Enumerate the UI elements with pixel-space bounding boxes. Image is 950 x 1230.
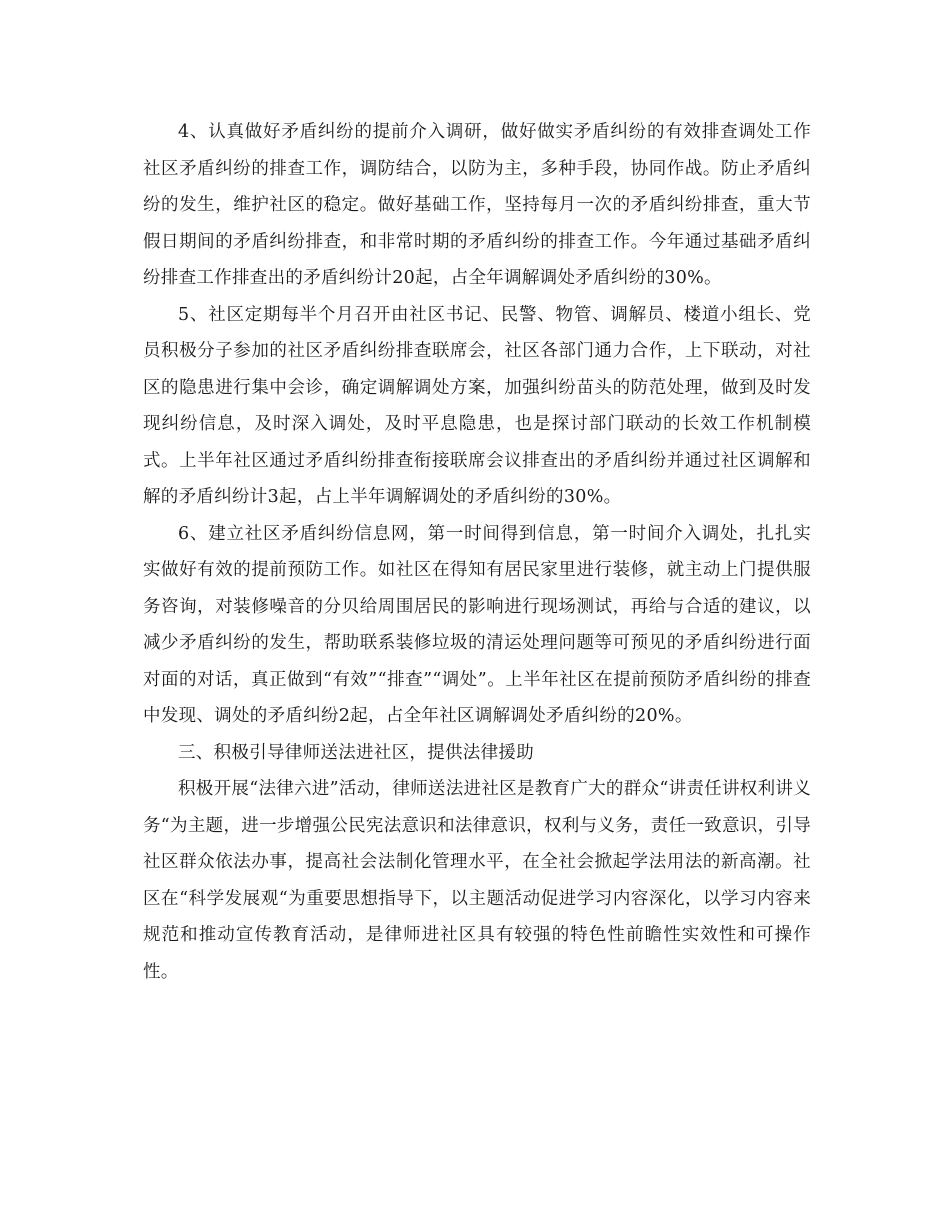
document-body [143, 114, 811, 990]
paragraph-legal-aid: 积极开展“法律六进”活动，律师送法进社区是教育广大的群众“讲责任讲权利讲义务“为主题，进一步增强公民宪法意识和法律意识，权利与义务，责任一致意识，引导社区群众依法办事，提高社会法制化管理水平，在全社会掀起学法用法的新高潮。社区在“科学发展观“为重要思想指导下，以主题活动促进学习内容深化，以学习内容来规范和推动宣传教育活动，是律师进社区具有较强的特色性前瞻性实效性和可操作性。 [143, 779, 811, 982]
paragraph-item-6: 6、建立社区矛盾纠纷信息网，第一时间得到信息，第一时间介入调处，扎扎实实做好有效的提前预防工作。如社区在得知有居民家里进行装修，就主动上门提供服务咨询，对装修噪音的分贝给周围居民的影响进行现场测试，再给与合适的建议，以减少矛盾纠纷的发生，帮助联系装修垃圾的清运处理问题等可预见的矛盾纠纷进行面对面的对话，真正做到“有效”“排查”“调处”。上半年社区在提前预防矛盾纠纷的排查中发现、调处的矛盾纠纷2起，占全年社区调解调处矛盾纠纷的20%。 [143, 523, 811, 726]
paragraph-item-4: 4、认真做好矛盾纠纷的提前介入调研，做好做实矛盾纠纷的有效排查调处工作社区矛盾纠纷的排查工作，调防结合，以防为主，多种手段，协同作战。防止矛盾纠纷的发生，维护社区的稳定。做好基础工作，坚持每月一次的矛盾纠纷排查，重大节假日期间的矛盾纠纷排查，和非常时期的矛盾纠纷的排查工作。今年通过基础矛盾纠纷排查工作排查出的矛盾纠纷计20起，占全年调解调处矛盾纠纷的30%。 [143, 122, 811, 288]
section-heading-3: 三、积极引导律师送法进社区，提供法律援助 [178, 742, 534, 763]
paragraph-item-5: 5、社区定期每半个月召开由社区书记、民警、物管、调解员、楼道小组长、党员积极分子参加的社区矛盾纠纷排查联席会，社区各部门通力合作，上下联动，对社区的隐患进行集中会诊，确定调解调处方案，加强纠纷苗头的防范处理，做到及时发现纠纷信息，及时深入调处，及时平息隐患，也是探讨部门联动的长效工作机制模式。上半年社区通过矛盾纠纷排查衔接联席会议排查出的矛盾纠纷并通过社区调解和解的矛盾纠纷计3起，占上半年调解调处的矛盾纠纷的30%。 [143, 304, 811, 507]
